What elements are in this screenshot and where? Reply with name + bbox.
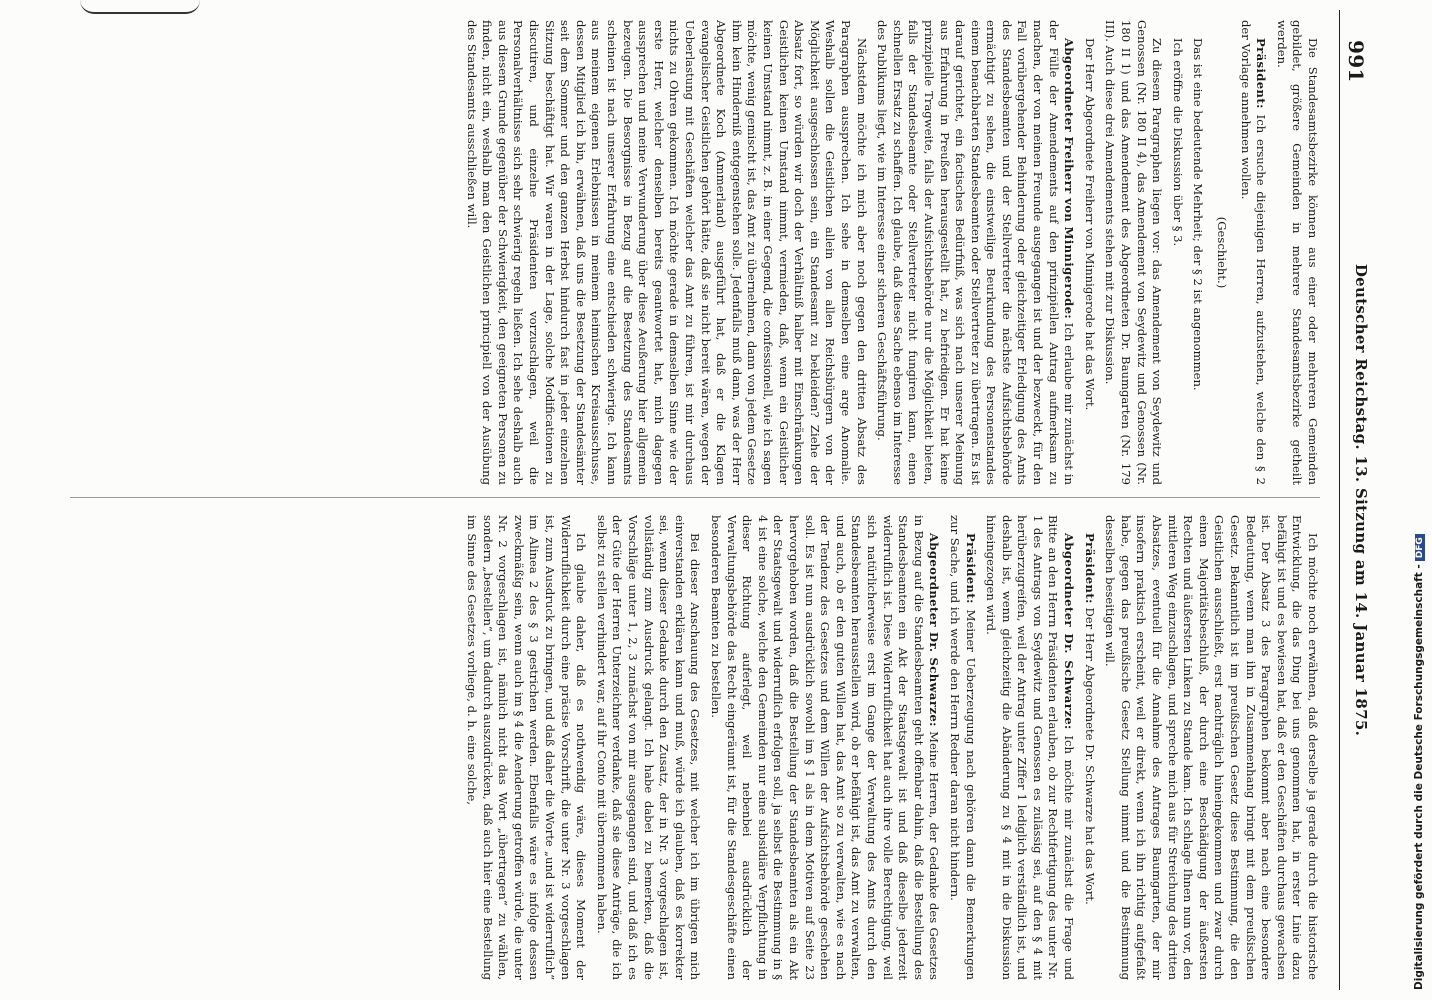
page-number: 991 [1344, 40, 1368, 83]
paragraph-text: Der Herr Abgeordnete Freiherr von Minnigerode hat das Wort. [1082, 38, 1097, 411]
paragraph [1102, 515, 1320, 980]
paragraph [1190, 20, 1206, 485]
right-column [60, 515, 1320, 980]
paragraph-text: Das ist eine bedeutende Mehrheit; der § 2 ist angenommen. [1191, 38, 1206, 391]
paragraph-text: Meine Herren, der Gedanke des Gesetzes in Bezug auf die Standesbeamten geht offenbar dahin, daß die Bestellung des Standesbeamten ein Akt der Staatsgewalt ist und daß dieselbe jederzeit widerruflich ist. Diese Widerruflichkeit hat auch ihre volle Berechtigung, weil sich natürlicherweise erst im Gange der Verwaltung des Amts durch den Standesbeamten herausstellen wird, ob er befähigt ist, das Amt zu verwalten, und auch, ob er den guten Willen hat, das Amt so zu verwalten, wie es nach der Tendenz des Gesetzes und dem Willen der Aufsichtsbehörde geschehen soll. Es ist nun ausdrücklich sowohl im § 1 als in dem Motiven auf Seite 23 hervorgehoben worden, daß die Bestellung der Standesbeamten als ein Akt der Staatsgewalt und widerruflich erfolgen soll, ja selbst die Bestimmung in § 4 ist eine solche, welche den Gemeinden nur eine subsidiäre Verpflichtung in dieser Richtung auferlegt, weil nebenbei ausdrücklich der Verwaltungsbehörde das Recht eingeräumt ist, für die Standesgeschäfte einen besonderen Beamten zu bestellen. [709, 515, 942, 980]
paragraph [1169, 20, 1185, 485]
paragraph-text: Zu diesem Paragraphen liegen vor: das Amendement von Seydewitz und Genossen (Nr. 180 II 4), das Amendement von Seydewitz und Genossen (Nr. 180 II 1) und das Amendement des Abgeordneten Dr. Baumgarten (Nr. 179 III). Auch diese drei Amendements stehen mit zur Diskussion. [1103, 20, 1165, 485]
paragraph-text: (Geschieht.) [1215, 216, 1230, 289]
paragraph-text: Bei dieser Anschauung des Gesetzes, mit welcher ich im übrigen mich einverstanden erklären kann und muß, würde ich glauben, daß es korrekter sei, wenn dieser Gedanke durch den Zusatz, der in Nr. 3 vorgeschlagen ist, vollständig zum Ausdruck gelangt. Ich habe dabei zu bemerken, daß die Vorschläge unter 1, 2, 3 zunächst von mir ausgegangen sind, und daß ich es der Güte der Herren Unterzeichner verdanke, daß sie diese Anträge, die ich selbst zu stellen verhindert war, auf ihr Conto mit übernommen haben. [594, 515, 703, 980]
paragraph [1273, 20, 1320, 485]
paragraph-text: Ich glaube daher, daß es nothwendig wäre, dieses Moment der Widerruflichkeit durch eine präcise Vorschrift, die unter Nr. 3 vorgeschlagen ist, zum Ausdruck zu bringen, und daß daher die Worte „und ist widerruflich“ im Alinea 2 des § 3 gestrichen werden. Ebenfalls wäre es infolge dessen zweckmäßig sein, wenn auch im § 4 die Aenderung getroffen würde, die unter Nr. 2 vorgeschlagen ist, nämlich nicht das Wort „übertragen“ zu wählen, sondern „bestellen“, um dadurch auszudrücken, daß auch hier eine Bestellung im Sinne des Gesetzes vorliege, d. h. eine solche, [465, 515, 589, 980]
dfg-credit [1413, 534, 1425, 990]
paragraph [464, 515, 589, 980]
paragraph [1081, 20, 1097, 485]
paragraph [707, 515, 941, 980]
column-divider [70, 497, 1320, 498]
dfg-credit-text: Digitalisierung gefördert durch die Deutsche Forschungsgemeinschaft - [1413, 564, 1425, 990]
paragraph-text: Meiner Ueberzeugung nach gehören dann die Bemerkungen zur Sache, und ich werde den Herrn Redner daran nicht hindern. [947, 515, 978, 980]
paragraph-text: Ich eröffne die Diskussion über § 3. [1170, 38, 1185, 247]
speaker-name: Präsident: [1082, 533, 1097, 604]
paragraph [463, 20, 868, 485]
paragraph-text: Ich möchte mir zunächst die Frage und Bitte an den Herrn Präsidenten erlauben, ob zur Rechtfertigung des unter Nr. 1 des Antrags von Seydewitz und Genossen es zulässig sei, auf den § 4 mit herüberzugreifen, weil der Antrag unter Ziffer 1 lediglich verständlich ist, und deshalb ist, wenn gleichzeitig die Abänderung zu § 4 mit in die Diskussion hineingezogen wird. [984, 515, 1077, 980]
paragraph-text: Ich erlaube mir zunächst in der Fülle der Amendements auf den prinzipiellen Antrag aufmerksam zu machen, der von meinen Freunde ausgegangen ist und der bezweckt, für den Fall vorübergehender Behinderung oder gleichzeitiger Erledigung des Amts des Standesbeamten und der Stellvertreter die nächste Aufsichtsbehörde ermächtigt zu sehen, die einstweilige Beurkundung des Personenstandes einem benachbarten Standesbeamten oder Stellvertreter zu übertragen. Es ist darauf gerichtet, ein factisches Bedürfniß, was sich nach unserer Meinung aus Erfahrung in Preußen herausgestellt hat, zu befriedigen. Er hat keine prinzipielle Tragweite, falls der Aufsichtsbehörde nur die Möglichkeit bieten, falls der Standesbeamte oder Stellvertreter nicht fungiren kann, einen schnellen Ersatz zu schaffen. Ich glaube, daß diese Sache ebenso im Interesse des Publikums liegt, wie im Interesse einer sicheren Geschäftsführung. [875, 20, 1077, 485]
rotated-document-page [50, 10, 1390, 990]
paragraph-text: Ich möchte noch erwähnen, daß derselbe ja gerade durch die historische Entwicklung, die das Ding bei uns genommen hat, in erster Linie dazu befähigt ist und es bewiesen hat, daß er den Geschäften durchaus gewachsen ist. Der Absatz 3 des Paragraphen bekommt aber nach eine besondere Bedeutung, wenn man ihn in Zusammenhang bringt mit dem preußischen Gesetz. Bekanntlich ist im preußischen Gesetz diese Bestimmung, die den Geistlichen ausschließt, erst nachträglich hineingekommen und zwar durch einen Majoritätsbeschluß, der durch eine Beschädigung der äußersten Rechten und äußersten Linken zu Stande kam. Ich schlage Ihnen nun vor, den mittleren Weg einzuschlagen, und spreche mich aus für Streichung des dritten Absatzes, eventuell für die Annahme des Antrages Baumgarten, der mir insofern praktisch erscheint, weil er direkt, wenn ich ihn richtig aufgefaßt habe, gegen das preußische Gesetz Stellung nimmt und die Bestimmung desselben beseitigen will. [1103, 515, 1320, 980]
paragraph [1081, 515, 1097, 980]
paragraph [1213, 20, 1229, 485]
paragraph-text: Ich ersuche diejenigen Herren, aufzustehen, welche den § 2 der Vorlage annehmen wollen. [1238, 20, 1269, 485]
paragraph [946, 515, 977, 980]
speaker-name: Abgeordneter Dr. Schwarze: [1062, 533, 1077, 730]
paragraph [593, 515, 702, 980]
page-title: Deutscher Reichstag. 13. Sitzung am 14. Januar 1875. [1352, 263, 1370, 737]
speaker-name: Abgeordneter Dr. Schwarze: [927, 533, 942, 727]
dfg-logo: DFG [1415, 534, 1425, 561]
paragraph-text: Der Herr Abgeordnete Dr. Schwarze hat das Wort. [1082, 607, 1097, 905]
speaker-name: Präsident: [963, 533, 978, 604]
speaker-name: Präsident: [1254, 38, 1269, 109]
paragraph [874, 20, 1077, 485]
paragraph-text: Nächstdem möchte ich mich aber noch gegen den dritten Absatz des Paragraphen aussprechen. Ich sehe in demselben eine arge Anomalie. Weshalb sollen die Geistlichen allein von allen Reichsbürgern von der Möglichkeit ausgeschlossen sein, ein Standesamt zu bekleiden? Ziehe der Absatz fort, so würden wir doch der Verhältniß halber mit Einschränkungen Geistlichen keinen Umstand nimmt, vermieden, daß, wenn ein Geistlicher keinen Umstand nimmt, z. B. in einer Gegend, die confessionell, wie ich sagen möchte, wenig gemischt ist, das Amt zu übernehmen, dann von jedem Gesetze ihm kein Hinderniß entgegenstehen solle. Jedenfalls muß dann, was der Herr Abgeordnete Koch (Ammerland) ausgeführt hat, daß er die Klagen evangelischer Geistlichen gehört hätte, daß sie nicht bereit wären, wegen der Ueberlastung mit Geschäften welcher das Amt zu führen, ist mir durchaus nichts zu Ohren gekommen. Ich möchte gerade in demselben Sinne wie der erste Herr, welcher denselben bereits geantwortet hat, mich dagegen aussprechen und meine Verwunderung über diese Aeußerung hier allgemein bezeugen. Die Besorgnisse in Bezug auf die Besetzung des Standesamts scheinen ist nach unserer Erfahrung eine entschieden schwierige. Ich kann aus meinem eigenen Erlebnissen in meinem heimischen Kreisausschusse, dessen Mitglied ich bin, erwähnen, daß uns die Besetzung der Standesämter seit dem Sommer und den ganzen Herbst hindurch fast in jeder einzelnen Sitzung beschäftigt hat. Wir waren in der Lage, solche Modificationen zu discutiren, und einzelne Präsidenten vorzuschlagen, weil die Personalverhältnisse sich sehr schwierig regeln ließen. Ich sehe deshalb auch aus diesem Grunde gegenüber der Schwierigkeit, den geeigneten Personen zu finden, nicht ein, weshalb man den Geistlichen principiell von der Ausübung des Standesamts ausschließen will. [464, 20, 869, 485]
paragraph-text: Die Standesamtsbezirke können aus einer oder mehreren Gemeinden gebildet, größere Gemeinden in mehrere Standesamtsbezirke getheilt werden. [1274, 20, 1320, 485]
left-column [60, 20, 1320, 485]
paragraph [1102, 20, 1164, 485]
speaker-name: Abgeordneter Freiherr von Minnigerode: [1062, 38, 1077, 320]
paragraph [983, 515, 1077, 980]
paragraph [1237, 20, 1268, 485]
page-header [1339, 10, 1390, 990]
